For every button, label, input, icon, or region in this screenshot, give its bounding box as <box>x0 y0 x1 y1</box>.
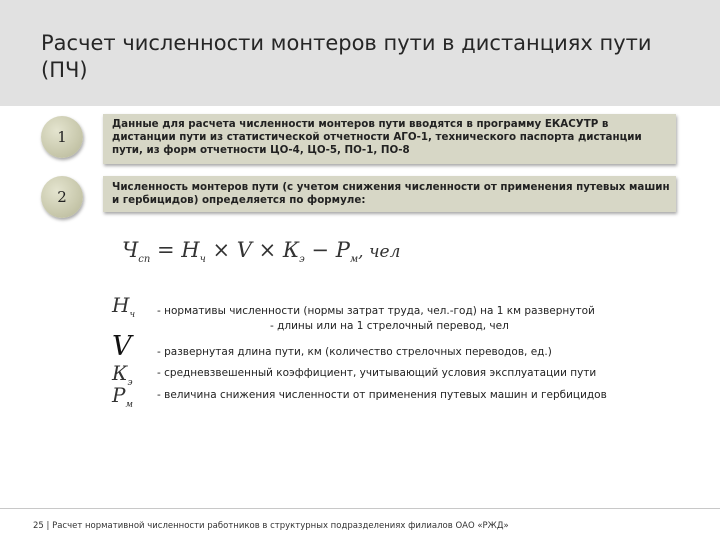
definition-pm: - величина снижения численности от применения путевых машин и гербицидов <box>157 389 607 401</box>
formula: $Ч_{сп} = Н_ч \times V \times К_э - Р_м$, чел <box>122 238 401 265</box>
symbol-ke: $К_э$ <box>112 361 133 388</box>
footer-divider <box>0 508 720 509</box>
symbol-hch: $Н_ч$ <box>112 293 136 320</box>
definition-ke: - средневзвешенный коэффициент, учитывающий условия эксплуатации пути <box>157 367 597 379</box>
step-1-text: Данные для расчета численности монтеров пути вводятся в программу ЕКАСУТР в дистанции пути из статистической отчетности АГО-1, технического паспорта дистанции пути, из форм отчетности ЦО-4, ЦО-5, ПО-1, ПО-8 <box>103 114 676 164</box>
symbol-pm: $Р_м$ <box>112 383 133 410</box>
definition-hch-cont: - длины или на 1 стрелочный перевод, чел <box>270 320 509 332</box>
symbol-v: V <box>112 331 132 362</box>
step-number-2: 2 <box>41 176 83 218</box>
footer-text: 25 | Расчет нормативной численности работников в структурных подразделениях филиалов ОАО «РЖД» <box>33 521 509 531</box>
page-title: Расчет численности монтеров пути в дистанциях пути (ПЧ) <box>41 31 652 82</box>
definition-v: - развернутая длина пути, км (количество стрелочных переводов, ед.) <box>157 346 552 358</box>
definition-hch: - нормативы численности (нормы затрат труда, чел.-год) на 1 км развернутой <box>157 305 595 317</box>
step-number-1: 1 <box>41 116 83 158</box>
step-2-text: Численность монтеров пути (с учетом снижения численности от применения путевых машин и гербицидов) определяется по формуле: <box>103 176 676 212</box>
